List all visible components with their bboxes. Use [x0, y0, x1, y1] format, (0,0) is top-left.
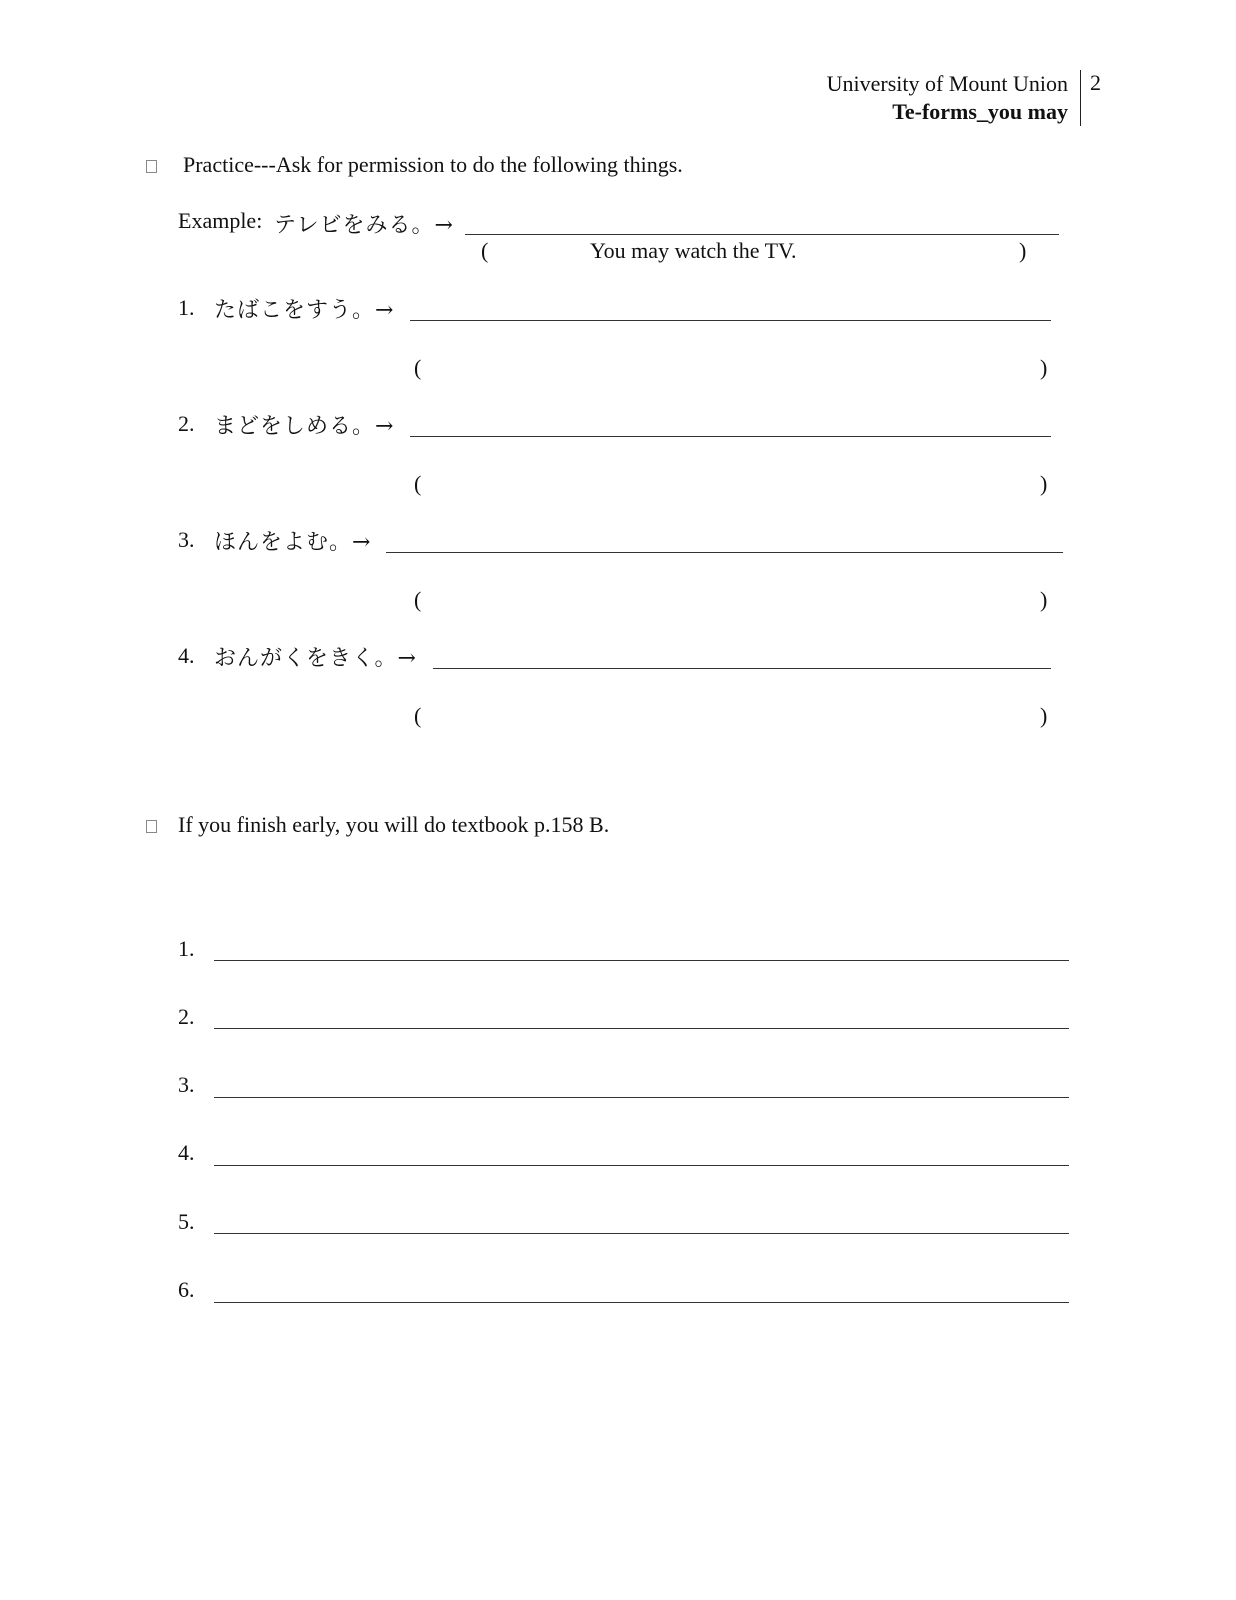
writing-line[interactable]	[214, 1165, 1069, 1166]
translation-paren-close: )	[1040, 703, 1048, 728]
worksheet-title: Te-forms_you may	[892, 99, 1068, 124]
line-number: 6.	[178, 1277, 195, 1302]
line-number: 5.	[178, 1209, 195, 1234]
page-header	[827, 70, 1068, 126]
line-number: 3.	[178, 1072, 195, 1097]
writing-line[interactable]	[214, 1097, 1069, 1098]
item-prompt: おんがくをきく。→	[214, 646, 417, 671]
example-paren-open: (	[481, 238, 489, 263]
answer-line[interactable]	[410, 320, 1051, 321]
example-answer-line	[465, 234, 1059, 235]
line-number: 2.	[178, 1004, 195, 1029]
writing-line[interactable]	[214, 1028, 1069, 1029]
translation-paren-open: (	[414, 355, 422, 380]
example-prompt: テレビをみる。→	[274, 213, 454, 238]
answer-line[interactable]	[386, 552, 1063, 553]
practice-instruction: Practice---Ask for permission to do the following things.	[183, 152, 683, 177]
item-prompt: たばこをすう。→	[214, 298, 395, 323]
answer-line[interactable]	[410, 436, 1051, 437]
translation-paren-open: (	[414, 587, 422, 612]
item-number: 1.	[178, 295, 195, 320]
item-prompt: ほんをよむ。→	[214, 530, 372, 555]
translation-paren-open: (	[414, 471, 422, 496]
line-number: 1.	[178, 936, 195, 961]
translation-paren-close: )	[1040, 355, 1048, 380]
header-divider	[1080, 70, 1081, 126]
page-number: 2	[1090, 70, 1101, 95]
example-answer: You may watch the TV.	[590, 238, 797, 263]
item-number: 4.	[178, 643, 195, 668]
item-number: 2.	[178, 411, 195, 436]
writing-line[interactable]	[214, 1302, 1069, 1303]
answer-line[interactable]	[433, 668, 1051, 669]
writing-line[interactable]	[214, 1233, 1069, 1234]
line-number: 4.	[178, 1140, 195, 1165]
institution-name: University of Mount Union	[826, 71, 1068, 96]
example-label: Example:	[178, 208, 263, 233]
item-prompt: まどをしめる。→	[214, 414, 395, 439]
example-paren-close: )	[1019, 238, 1027, 263]
bullet-checkbox-icon	[146, 820, 157, 833]
item-number: 3.	[178, 527, 195, 552]
writing-line[interactable]	[214, 960, 1069, 961]
bullet-checkbox-icon	[146, 160, 157, 173]
translation-paren-open: (	[414, 703, 422, 728]
translation-paren-close: )	[1040, 587, 1048, 612]
textbook-instruction: If you finish early, you will do textbook p.158 B.	[178, 812, 610, 837]
translation-paren-close: )	[1040, 471, 1048, 496]
